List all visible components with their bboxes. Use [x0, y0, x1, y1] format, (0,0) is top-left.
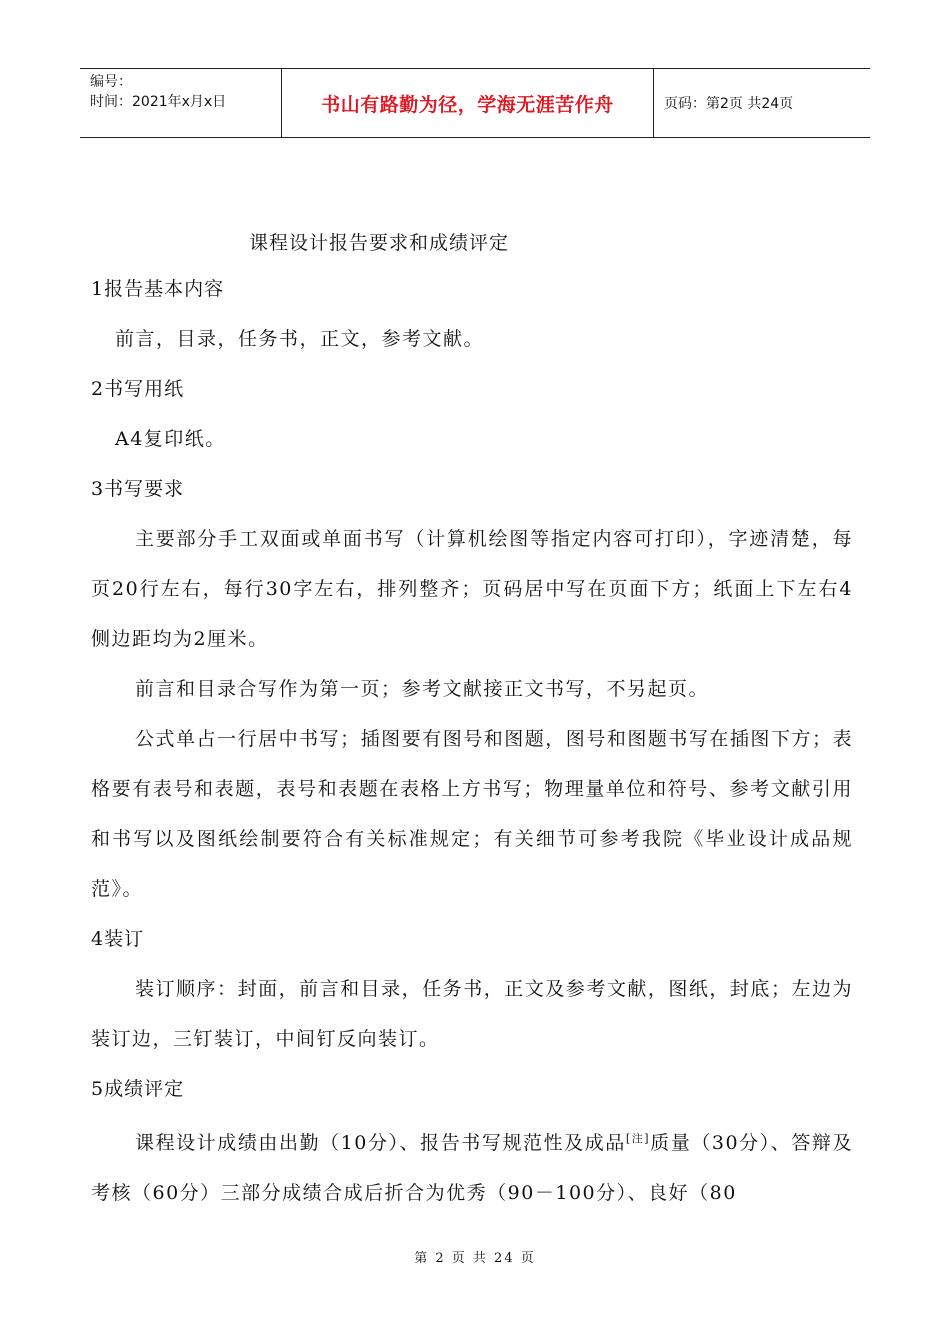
section-heading-4: 4装订	[91, 928, 145, 950]
paragraph: 前言和目录合写作为第一页；参考文献接正文书写，不另起页。	[135, 678, 710, 700]
document-body	[91, 222, 853, 1218]
document-title: 课程设计报告要求和成绩评定	[249, 232, 510, 254]
grading-text-b: 质量（30分）、答辩及考核（60分）三部分成绩合成后折合为优秀（90－100分）、良好（80	[91, 1132, 853, 1204]
grading-paragraph	[91, 1114, 853, 1218]
section-heading-2: 2书写用纸	[91, 378, 185, 400]
paragraph: 装订顺序：封面，前言和目录，任务书，正文及参考文献，图纸，封底；左边为装订边，三钉装订，中间钉反向装订。	[91, 978, 853, 1050]
section-heading-1: 1报告基本内容	[91, 278, 225, 300]
document-header	[80, 68, 870, 138]
page-info: 页码：第2页 共24页	[664, 96, 794, 112]
motto: 书山有路勤为径，学海无涯苦作舟	[321, 93, 614, 116]
paragraph: 前言，目录，任务书，正文，参考文献。	[115, 328, 485, 350]
header-page-cell	[654, 69, 870, 137]
header-meta	[80, 69, 281, 137]
section-heading-5: 5成绩评定	[91, 1078, 185, 1100]
paragraph: 主要部分手工双面或单面书写（计算机绘图等指定内容可打印），字迹清楚，每页20行左右，每行30字左右，排列整齐；页码居中写在页面下方；纸面上下左右4侧边距均为2厘米。	[91, 528, 853, 650]
header-motto-cell	[281, 69, 654, 137]
time-label: 时间：2021年x月x日	[90, 94, 227, 110]
note-marker: [注]	[625, 1132, 651, 1145]
paragraph: A4复印纸。	[115, 428, 226, 450]
grading-text-a: 课程设计成绩由出勤（10分）、报告书写规范性及成品	[135, 1132, 626, 1154]
page-footer: 第 2 页 共 24 页	[414, 1251, 536, 1266]
serial-label: 编号：	[90, 74, 132, 90]
section-heading-3: 3书写要求	[91, 478, 185, 500]
paragraph: 公式单占一行居中书写；插图要有图号和图题，图号和图题书写在插图下方；表格要有表号和表题，表号和表题在表格上方书写；物理量单位和符号、参考文献引用和书写以及图纸绘制要符合有关标准规定；有关细节可参考我院《毕业设计成品规范》。	[91, 728, 853, 900]
